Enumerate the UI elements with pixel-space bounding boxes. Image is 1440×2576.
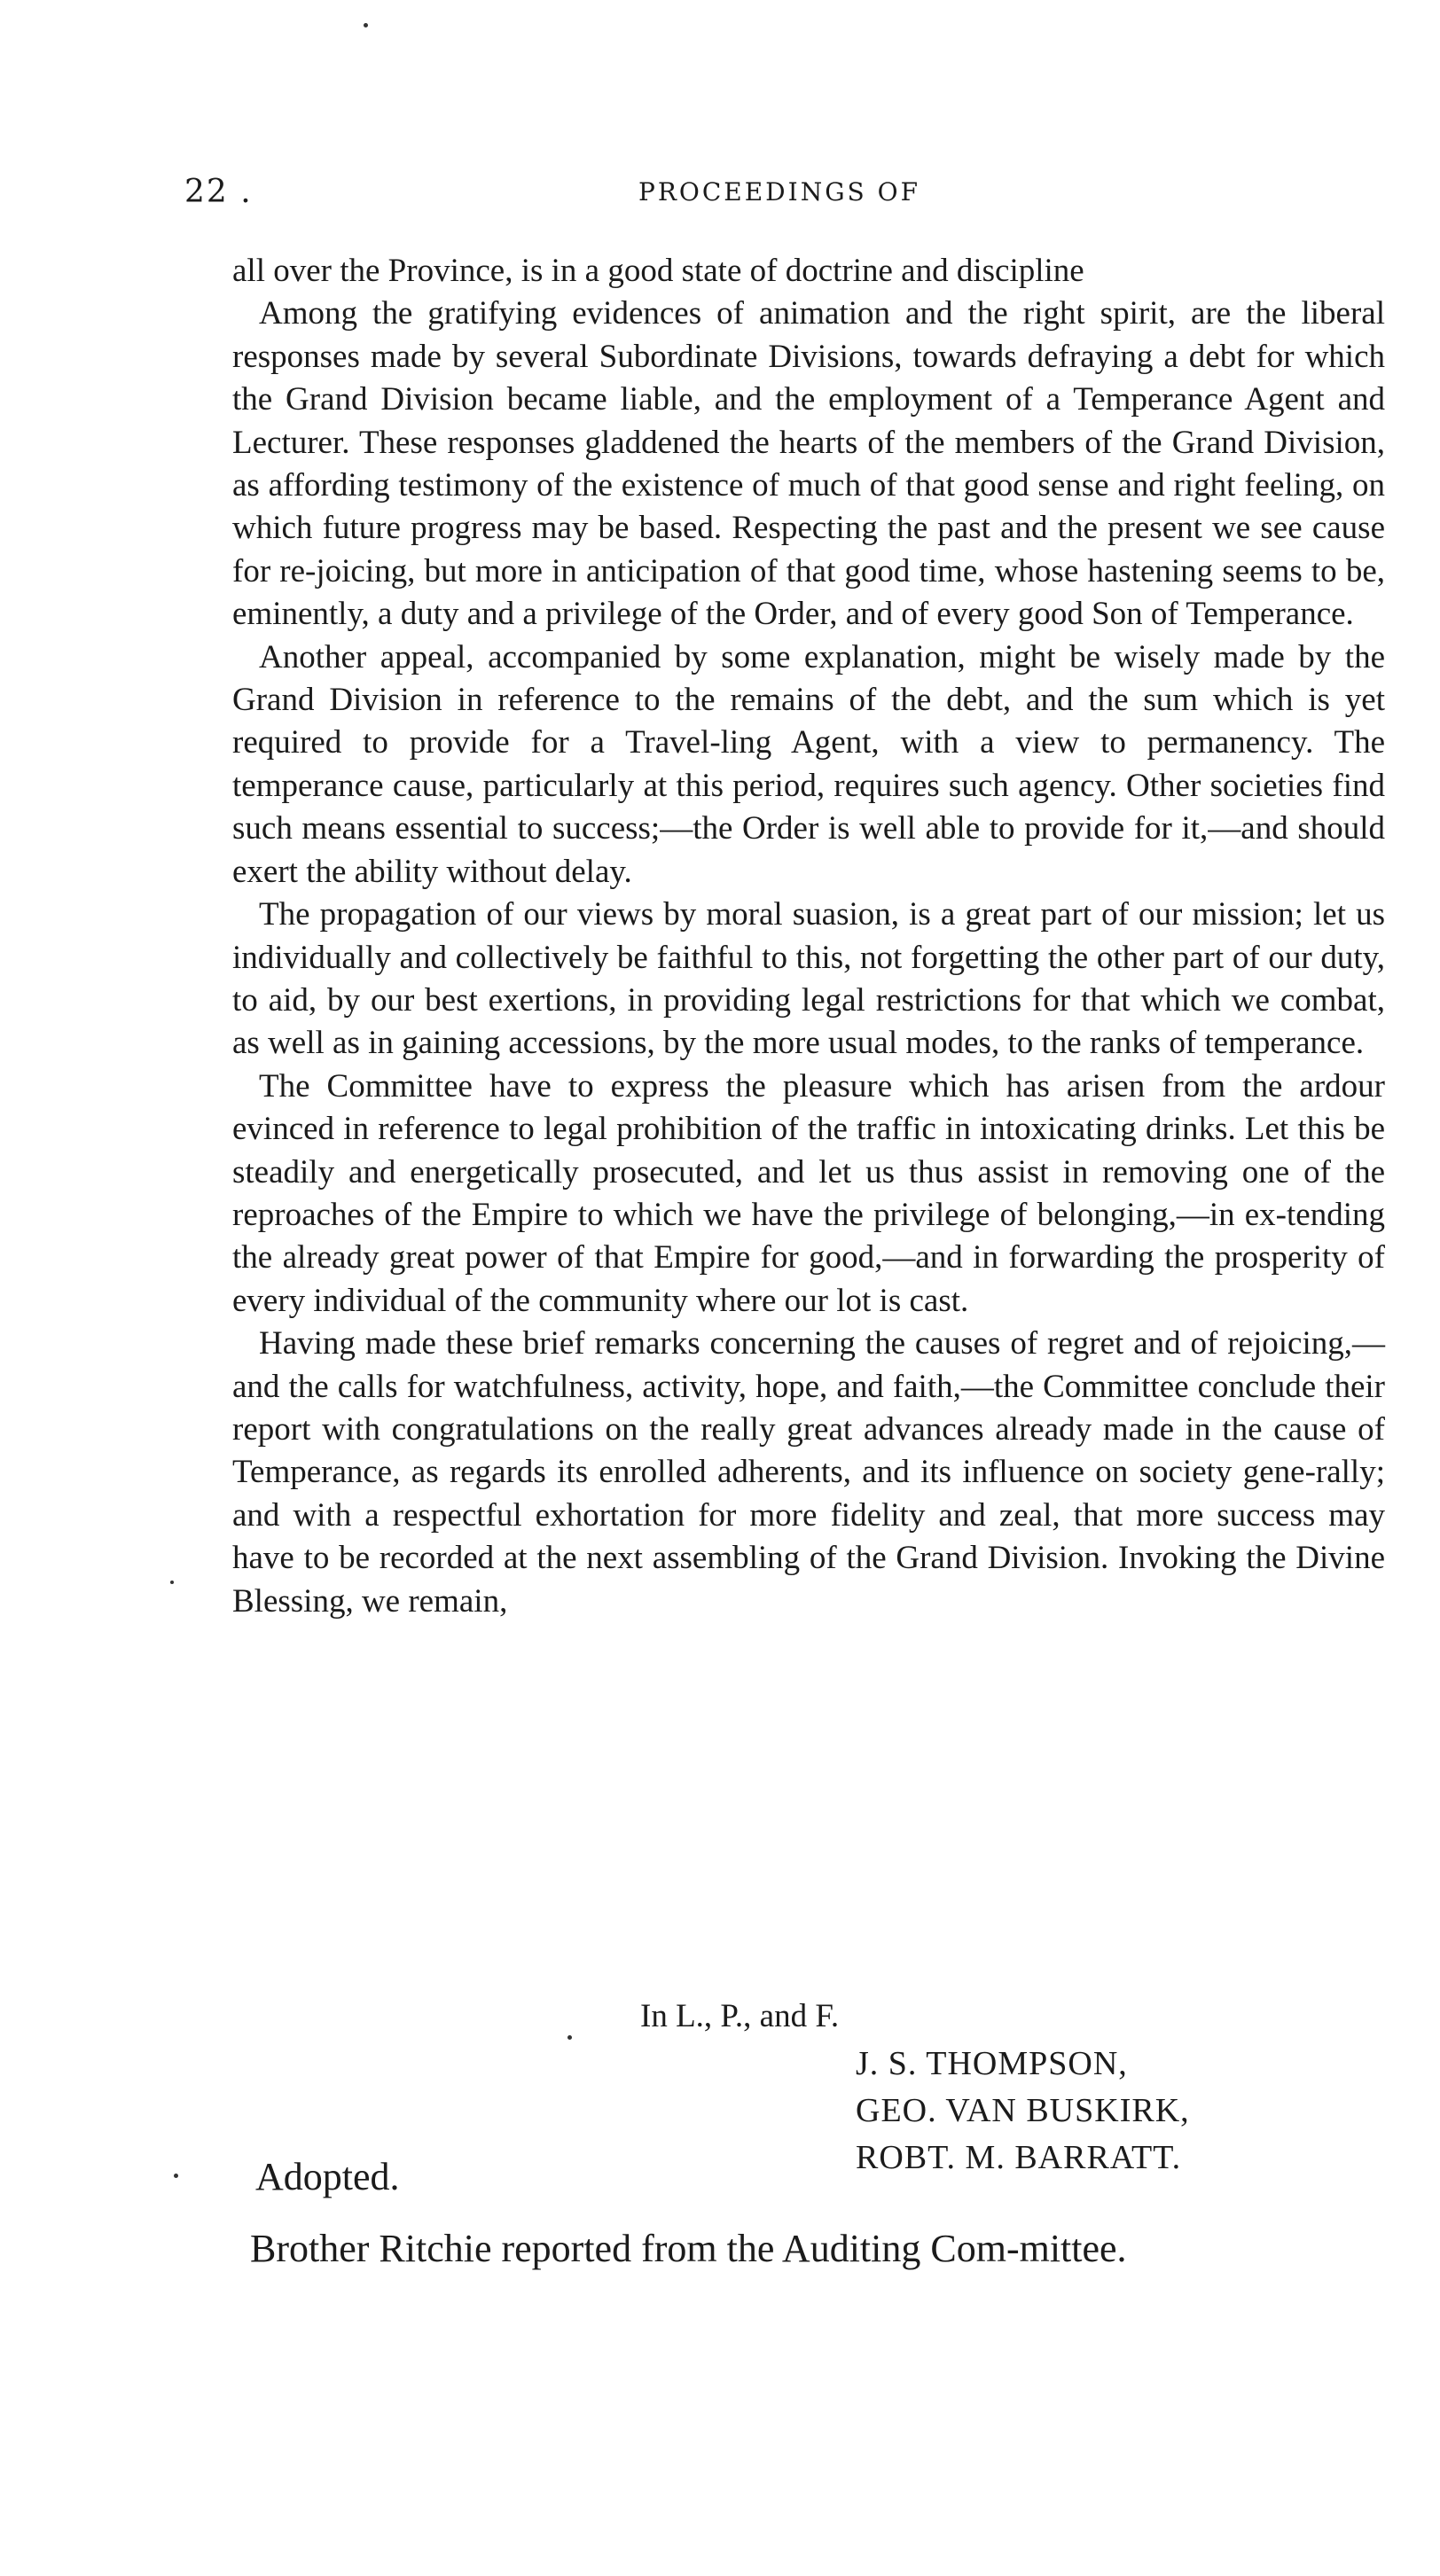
adopted-note: Adopted. [255,2155,400,2198]
auditing-report-line: Brother Ritchie reported from the Auditing Com-mittee. [250,2227,1127,2270]
ink-speck [567,2035,572,2040]
paragraph: Having made these brief remarks concerning the causes of regret and of rejoicing,—and the calls for watchfulness, activity, hope, and faith,—the Committee conclude their report with congratulations on the really great advances already made in the cause of Temperance, as regards its enrolled adherents, and its influence on society gene-rally; and with a respectful exhortation for more fidelity and zeal, that more success may have to be recorded at the next assembling of the Grand Division. Invoking the Divine Blessing, we remain, [232,1325,1385,1620]
paragraph: The propagation of our views by moral suasion, is a great part of our mission; let us individually and collectively be faithful to this, not forgetting the other part of our duty, to aid, by our best exertions, in providing legal restrictions for that which we combat, as well as in gaining accessions, by the more usual modes, to the ranks of temperance. [232,896,1385,1062]
signatory: GEO. VAN BUSKIRK, [856,2092,1190,2129]
page-header [177,174,1392,227]
paragraph: The Committee have to express the pleasure which has arisen from the ardour evinced in reference to legal prohibition of the traffic in intoxicating drinks. Let this be steadily and energetically prosecuted, and let us thus assist in removing one of the reproaches of the Empire to which we have the privilege of belonging,—in ex-tending the already great power of that Empire for good,—and in forwarding the prosperity of every individual of the community where our lot is cast. [232,1067,1385,1319]
running-head: PROCEEDINGS OF [638,177,921,207]
signatory: J. S. THOMPSON, [856,2045,1128,2082]
page-number: 22 . [184,174,253,210]
valediction: In L., P., and F. [640,1998,840,2034]
report-body [232,250,1385,1623]
ink-speck [364,23,368,27]
ink-speck [170,1581,174,1584]
paragraph: Among the gratifying evidences of animation and the right spirit, are the liberal responses made by several Subordinate Divisions, towards defraying a debt for which the Grand Division became liable, and the employment of a Temperance Agent and Lecturer. These responses gladdened the hearts of the members of the Grand Division, as affording testimony of the existence of much of that good sense and right feeling, on which future progress may be based. Respecting the past and the present we see cause for re-joicing, but more in anticipation of that good time, whose hastening seems to be, eminently, a duty and a privilege of the Order, and of every good Son of Temperance. [232,295,1385,633]
signature-block [856,2041,1190,2182]
paragraph: Another appeal, accompanied by some explanation, might be wisely made by the Grand Division in reference to the remains of the debt, and the sum which is yet required to provide for a Travel-ling Agent, with a view to permanency. The temperance cause, particularly at this period, requires such agency. Other societies find such means essential to success;—the Order is well able to provide for it,—and should exert the ability without delay. [232,638,1385,890]
paragraph-continuation: all over the Province, is in a good state of doctrine and discipline [232,253,1084,289]
signatory: ROBT. M. BARRATT. [856,2139,1182,2176]
ink-speck [174,2174,178,2178]
